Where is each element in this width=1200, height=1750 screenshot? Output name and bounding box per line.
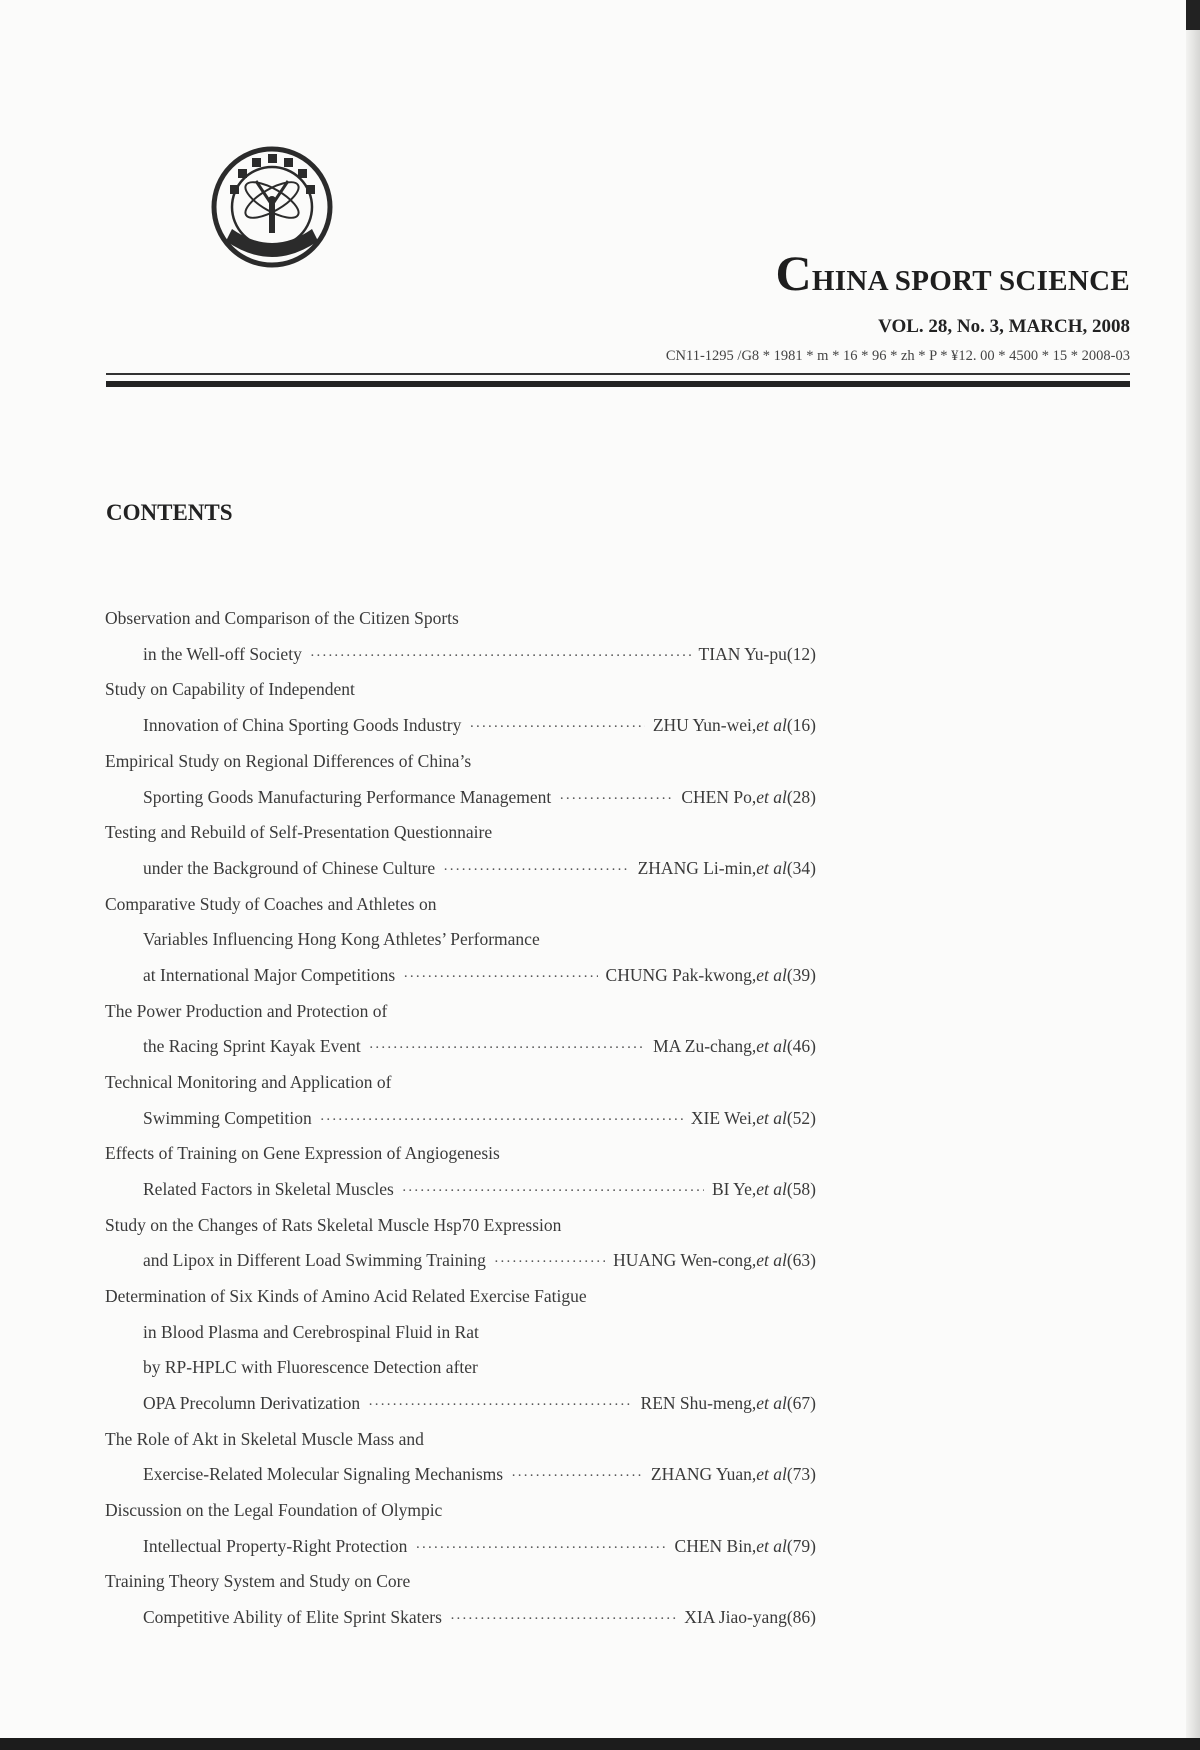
- toc-entry-page: (79): [786, 1536, 816, 1556]
- toc-entry-page: (28): [786, 787, 816, 807]
- toc-entry-line[interactable]: [143, 1462, 816, 1486]
- leader-dots: [320, 1108, 683, 1132]
- toc-entry-title: Empirical Study on Regional Differences of China’s: [105, 751, 472, 771]
- toc-entry-title: Observation and Comparison of the Citizen Sports: [105, 608, 459, 628]
- toc-entry-line[interactable]: [143, 1248, 816, 1272]
- toc-entry-line[interactable]: [143, 1391, 816, 1415]
- toc-entry-title-end: Swimming Competition: [143, 1108, 312, 1128]
- leader-dots: [511, 1464, 643, 1488]
- toc-entry-author: ZHANG Li-min,et al(34): [637, 858, 816, 878]
- toc-entry-author: REN Shu-meng,et al(67): [640, 1393, 816, 1413]
- toc-entry-title-continued: by RP-HPLC with Fluorescence Detection after: [143, 1357, 478, 1377]
- leader-dots: [450, 1607, 676, 1631]
- toc-entry-line[interactable]: [143, 1106, 816, 1130]
- toc-entry-page: (73): [786, 1464, 816, 1484]
- leader-dots: [494, 1250, 605, 1274]
- leader-dots: [403, 965, 597, 989]
- volume-issue-line: VOL. 28, No. 3, MARCH, 2008: [878, 316, 1130, 337]
- toc-entry-page: (52): [786, 1108, 816, 1128]
- toc-entry-title-end: and Lipox in Different Load Swimming Training: [143, 1250, 486, 1270]
- journal-title-initial: C: [775, 245, 812, 301]
- toc-entry-page: (46): [786, 1036, 816, 1056]
- leader-dots: [469, 715, 644, 739]
- toc-entry-title-end: Related Factors in Skeletal Muscles: [143, 1179, 394, 1199]
- toc-entry-author: CHEN Bin,et al(79): [674, 1536, 816, 1556]
- toc-entry-author: CHUNG Pak-kwong,et al(39): [605, 965, 816, 985]
- toc-entry-line[interactable]: [143, 1177, 816, 1201]
- toc-entry-title-end: the Racing Sprint Kayak Event: [143, 1036, 361, 1056]
- toc-entry-title: Training Theory System and Study on Core: [105, 1571, 411, 1591]
- toc-entry-title-end: Exercise-Related Molecular Signaling Mechanisms: [143, 1464, 504, 1484]
- toc-entry-title-continued: in Blood Plasma and Cerebrospinal Fluid in Rat: [143, 1322, 479, 1342]
- toc-entry-title: Study on Capability of Independent: [105, 679, 355, 699]
- toc-entry-line[interactable]: [143, 963, 816, 987]
- toc-entry-author: BI Ye,et al(58): [711, 1179, 816, 1199]
- toc-entry-title-continued: Variables Influencing Hong Kong Athletes’ Performance: [143, 929, 540, 949]
- toc-entry-page: (63): [786, 1250, 816, 1270]
- toc-entry-page: (67): [786, 1393, 816, 1413]
- contents-heading: CONTENTS: [106, 500, 233, 525]
- toc-entry-line[interactable]: [143, 713, 816, 737]
- toc-entry-author: CHEN Po,et al(28): [681, 787, 816, 807]
- toc-entry-line[interactable]: [143, 856, 816, 880]
- toc-entry-title: Study on the Changes of Rats Skeletal Muscle Hsp70 Expression: [105, 1215, 562, 1235]
- toc-entry-author: TIAN Yu-pu(12): [698, 644, 816, 664]
- toc-entry-title-end: Competitive Ability of Elite Sprint Skaters: [143, 1607, 442, 1627]
- toc-entry-author: ZHU Yun-wei,et al(16): [652, 715, 816, 735]
- toc-entry-author: XIE Wei,et al(52): [690, 1108, 816, 1128]
- toc-entry-title-end: at International Major Competitions: [143, 965, 396, 985]
- leader-dots: [415, 1536, 666, 1560]
- toc-entry-title: Determination of Six Kinds of Amino Acid Related Exercise Fatigue: [105, 1286, 587, 1306]
- toc-entry-title: Discussion on the Legal Foundation of Olympic: [105, 1500, 443, 1520]
- toc-entry-page: (39): [786, 965, 816, 985]
- toc-entry-title-end: Sporting Goods Manufacturing Performance Management: [143, 787, 552, 807]
- toc-entry-title: Testing and Rebuild of Self-Presentation Questionnaire: [105, 822, 493, 842]
- toc-entry-line[interactable]: [143, 1605, 816, 1629]
- leader-dots: [369, 1036, 645, 1060]
- toc-entry-title-end: under the Background of Chinese Culture: [143, 858, 436, 878]
- toc-entry-author: HUANG Wen-cong,et al(63): [613, 1250, 816, 1270]
- toc-entry-author: XIA Jiao-yang(86): [684, 1607, 816, 1627]
- toc-entry-line[interactable]: [143, 642, 816, 666]
- toc-entry-title-end: Innovation of China Sporting Goods Industry: [143, 715, 462, 735]
- toc-entry-title: Effects of Training on Gene Expression of Angiogenesis: [105, 1143, 500, 1163]
- toc-entry-title-end: in the Well-off Society: [143, 644, 302, 664]
- leader-dots: [559, 787, 673, 811]
- toc-entry-title-end: Intellectual Property-Right Protection: [143, 1536, 408, 1556]
- leader-dots: [402, 1179, 704, 1203]
- toc-entry-line[interactable]: [143, 1034, 816, 1058]
- toc-entry-author: ZHANG Yuan,et al(73): [650, 1464, 816, 1484]
- toc-entry-author: MA Zu-chang,et al(46): [653, 1036, 816, 1056]
- toc-entry-title-end: OPA Precolumn Derivatization: [143, 1393, 361, 1413]
- leader-dots: [310, 644, 691, 668]
- toc-entry-line[interactable]: [143, 1534, 816, 1558]
- toc-entry-page: (34): [786, 858, 816, 878]
- publication-code-line: CN11-1295 /G8 * 1981 * m * 16 * 96 * zh * P * ¥12. 00 * 4500 * 15 * 2008-03: [665, 348, 1130, 364]
- toc-entry-title: Comparative Study of Coaches and Athletes on: [105, 894, 437, 914]
- toc-entry-page: (86): [786, 1607, 816, 1627]
- toc-entry-page: (12): [786, 644, 816, 664]
- journal-title-rest: HINA SPORT SCIENCE: [811, 265, 1130, 297]
- toc-entry-page: (16): [786, 715, 816, 735]
- leader-dots: [368, 1393, 632, 1417]
- toc-entry-title: The Power Production and Protection of: [105, 1001, 388, 1021]
- leader-dots: [443, 858, 630, 882]
- toc-entry-title: Technical Monitoring and Application of: [105, 1072, 392, 1092]
- toc-entry-page: (58): [786, 1179, 816, 1199]
- toc-entry-title: The Role of Akt in Skeletal Muscle Mass and: [105, 1429, 424, 1449]
- toc-entry-line[interactable]: [143, 785, 816, 809]
